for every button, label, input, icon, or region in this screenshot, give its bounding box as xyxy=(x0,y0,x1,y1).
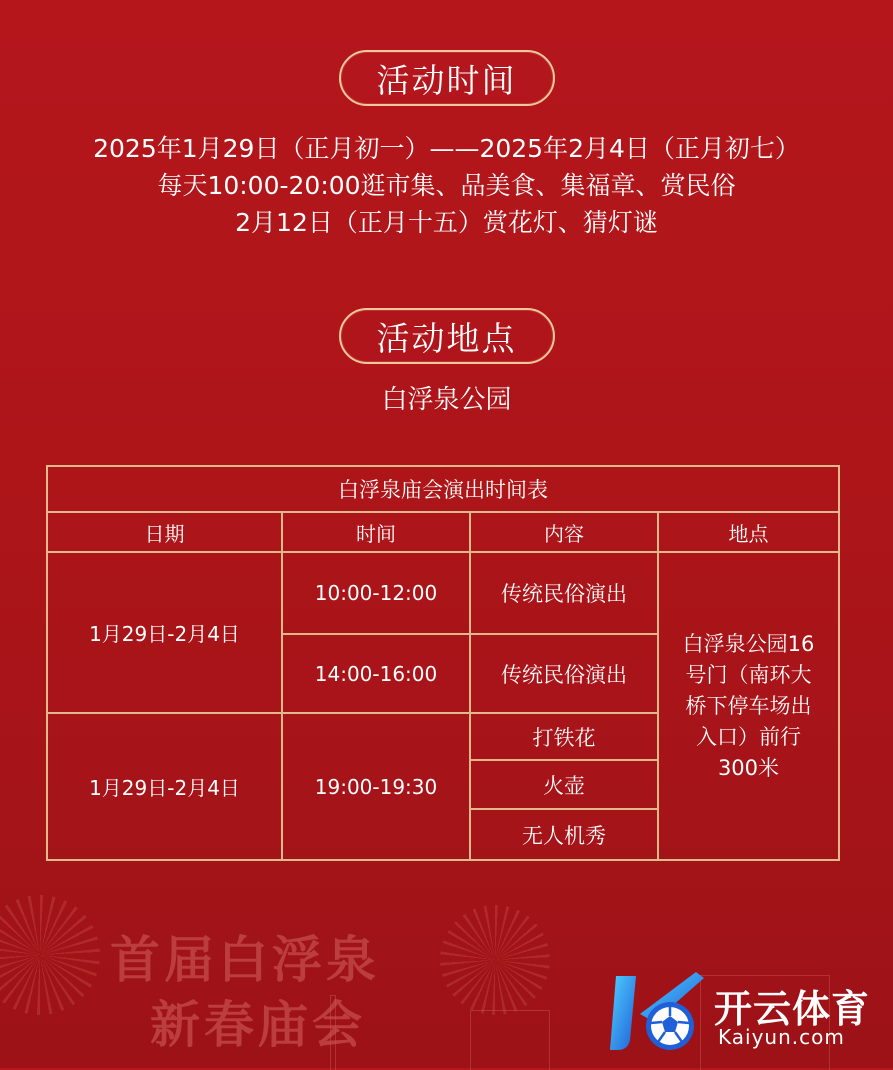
fair-title-decoration: 首届白浮泉 xyxy=(110,930,380,989)
header-date: 日期 xyxy=(144,521,185,546)
schedule-line-lantern: 2月12日（正月十五）赏花灯、猜灯谜 xyxy=(235,208,658,237)
venue-name: 白浮泉公园 xyxy=(381,385,512,415)
group1-slot2-time: 14:00-16:00 xyxy=(314,661,438,686)
firework-icon xyxy=(440,905,550,1015)
group2-content-2: 火壶 xyxy=(543,773,585,798)
fair-subtitle-decoration: 新春庙会 xyxy=(150,995,366,1054)
kaiyun-soccer-logo-icon xyxy=(610,970,706,1054)
header-location: 地点 xyxy=(728,521,769,546)
brand-name-en: Kaiyun.com xyxy=(718,1025,845,1049)
group2-content-3: 无人机秀 xyxy=(522,823,606,848)
brand-name-cn: 开云体育 xyxy=(714,987,871,1031)
activity-time-title: 活动时间 xyxy=(339,50,555,106)
firework-icon xyxy=(0,895,100,1015)
group2-slot1-time: 19:00-19:30 xyxy=(314,774,438,799)
performance-schedule-table xyxy=(46,465,840,861)
activity-place-title: 活动地点 xyxy=(339,308,555,364)
schedule-line-daily: 每天10:00-20:00逛市集、品美食、集福章、赏民俗 xyxy=(157,171,736,200)
building-silhouette xyxy=(470,1010,550,1070)
group1-date: 1月29日-2月4日 xyxy=(89,622,240,646)
group1-slot1-content: 传统民俗演出 xyxy=(501,582,627,606)
group1-slot1-time: 10:00-12:00 xyxy=(314,581,438,605)
group1-slot2-content: 传统民俗演出 xyxy=(501,662,627,687)
schedule-line-dates: 2025年1月29日（正月初一）——2025年2月4日（正月初七） xyxy=(93,134,800,163)
location-cell: 白浮泉公园16 号门（南环大 桥下停车场出 入口）前行 300米 xyxy=(682,631,815,780)
group2-content-1: 打铁花 xyxy=(532,725,596,750)
header-time: 时间 xyxy=(356,521,396,546)
group2-date: 1月29日-2月4日 xyxy=(89,776,240,800)
table-title: 白浮泉庙会演出时间表 xyxy=(338,478,548,502)
header-content: 内容 xyxy=(544,521,584,546)
